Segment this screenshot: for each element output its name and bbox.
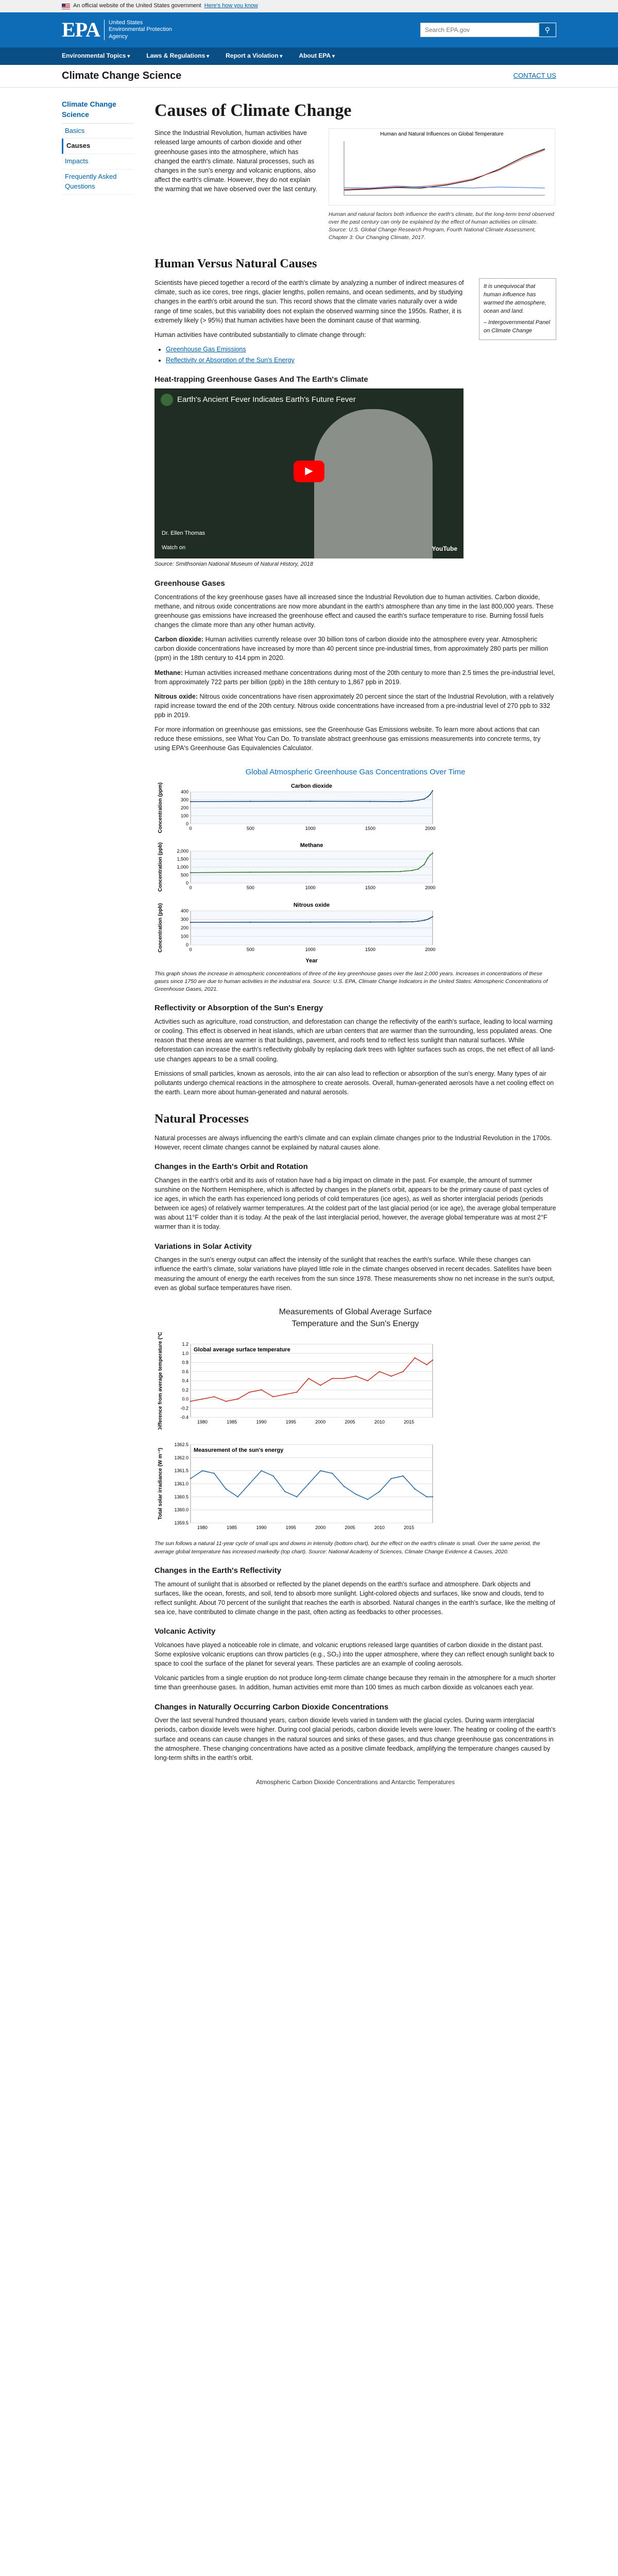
data-point (237, 1496, 238, 1497)
search-form (420, 23, 556, 37)
quote-text: It is unequivocal that human influence has warmed the atmosphere, ocean and land. (484, 283, 546, 314)
search-button[interactable] (539, 23, 556, 37)
gov-banner-link[interactable]: Here's how you know (204, 3, 258, 9)
influences-chart-title: Human and Natural Influences on Global Temperature (380, 131, 504, 138)
y-tick-label: 0.8 (182, 1360, 188, 1365)
x-tick-label: 2005 (345, 1525, 355, 1531)
solar-caption: The sun follows a natural 11-year cycle of small ups and downs in intensity (bottom chart), but the effect on the earth's climate is small. Over the same period, the average global temperature has increased markedly (top chart). Source: National Academy of Sciences, Climate Change Evidence & Causes, 2020. (154, 1540, 540, 1555)
data-point (400, 801, 401, 802)
data-point (272, 1396, 273, 1397)
data-point (214, 1473, 215, 1474)
reflect-paragraph-2: Emissions of small particles, known as aerosols, into the air can also lead to reflection or absorption of the sun's energy. Many types of air pollutants undergo chemical reactions in the atmosphere to create aerosols. Overall, human-generated aerosols have a net cooling effect on the earth. Learn more about human-generated and natural aerosols. (154, 1070, 554, 1096)
y-axis-label: Concentration (ppb) (158, 903, 163, 953)
data-point (424, 920, 425, 921)
x-tick-label: 500 (246, 885, 254, 891)
speaker-thumbnail (314, 409, 433, 558)
x-tick-label: 2005 (345, 1419, 355, 1425)
x-tick-label: 1000 (305, 826, 316, 832)
video-title-bar (161, 394, 356, 406)
data-point (249, 1392, 250, 1393)
ghg-more-paragraph: For more information on greenhouse gas emissions, see the Greenhouse Gas Emissions website. To learn more about actions that can reduce these emissions, see What You Can Do. To translate abstract greenhouse gas emissions measurements into concrete terms, try using EPA's Greenhouse Gas Equivalencies Calculator. (154, 726, 541, 752)
data-point (226, 1488, 227, 1489)
y-tick-label: 300 (180, 797, 188, 803)
data-point (411, 801, 413, 802)
y-tick-label: 0 (185, 880, 188, 886)
data-point (320, 1385, 321, 1386)
data-point (332, 1378, 333, 1379)
data-point (391, 1478, 392, 1479)
natural-paragraph: Natural processes are always influencing the earth's climate and can explain climate changes prior to the Industrial Revolution in the 1700s. However, recent climate changes cannot be explained by natural causes alone. (154, 1134, 552, 1151)
x-tick-label: 2000 (315, 1419, 326, 1425)
data-point (427, 919, 428, 920)
x-tick-label: 1000 (305, 946, 316, 952)
data-point (190, 1401, 191, 1402)
ch4-paragraph (154, 668, 556, 687)
y-tick-label: 100 (180, 813, 188, 819)
data-point (250, 921, 251, 922)
data-point (308, 1483, 309, 1484)
co2-natural-paragraph: Over the last several hundred thousand years, carbon dioxide levels varied in tandem with the glacial cycles. During warm interglacial periods, carbon dioxide levels were higher. During cool glacial periods, carbon dioxide levels were lower. The heating or cooling of the earth's surface and oceans can cause changes in the natural sources and sinks of these gases, and thus change greenhouse gas concentrations in the atmosphere. These changing concentrations have acted as a positive climate feedback, amplifying the temperature changes caused by long-term shifts in the earth's orbit. (154, 1717, 556, 1761)
y-tick-label: 2,000 (177, 849, 188, 854)
y-tick-label: 300 (180, 917, 188, 922)
main-content (154, 96, 556, 1787)
chart-3 (154, 1332, 443, 1430)
x-tick-label: 1985 (227, 1525, 237, 1531)
n2o-label: Nitrous oxide: (154, 692, 198, 700)
y-tick-label: 0 (185, 942, 188, 947)
x-tick-label: 2015 (404, 1419, 415, 1425)
sidebar-item-basics[interactable]: Basics (62, 124, 134, 139)
co2-label: Carbon dioxide: (154, 636, 204, 643)
x-tick-label: 1985 (227, 1419, 237, 1425)
ch4-label: Methane: (154, 669, 183, 676)
heading-reflect: Reflectivity or Absorption of the Sun's Energy (154, 1004, 323, 1013)
data-point (424, 799, 425, 800)
co2-text: Human activities currently release over 30 billion tons of carbon dioxide into the atmosphere every year. Atmospheric carbon dioxide concentrations have increased by more than 40 percent since pre-industrial times, from approximately 280 parts per million (ppm) in the 18th century to 414 ppm in 2020. (154, 636, 548, 662)
heading-orbit: Changes in the Earth's Orbit and Rotation (154, 1162, 308, 1172)
heading-video: Heat-trapping Greenhouse Gases And The Earth's Climate (154, 375, 368, 384)
x-tick-label: 2010 (374, 1419, 385, 1425)
epa-logo[interactable] (62, 15, 172, 45)
x-tick-label: 1980 (197, 1525, 208, 1531)
x-tick-label: 2000 (425, 826, 436, 832)
ipcc-quote (479, 278, 556, 340)
data-point (250, 872, 251, 873)
sidebar-item-impacts[interactable]: Impacts (62, 154, 134, 170)
data-point (430, 917, 431, 918)
link-reflectivity[interactable]: Reflectivity or Absorption of the Sun's Energy (166, 357, 295, 364)
y-tick-label: 400 (180, 789, 188, 795)
site-header (0, 12, 618, 47)
data-point (272, 1476, 273, 1477)
agency-name (104, 20, 172, 40)
human-causes-list (166, 345, 556, 365)
data-point (370, 921, 371, 922)
y-tick-label: -0.4 (180, 1415, 188, 1420)
data-point (432, 916, 433, 917)
us-flag-icon (62, 4, 70, 9)
y-tick-label: 1362.0 (174, 1455, 188, 1461)
y-tick-label: 1359.5 (174, 1520, 188, 1526)
y-tick-label: 1360.5 (174, 1494, 188, 1500)
video-player[interactable] (154, 388, 464, 558)
x-tick-label: 1980 (197, 1419, 208, 1425)
chart-1 (154, 839, 443, 895)
intro-paragraph: Since the Industrial Revolution, human activities have released large amounts of carbon dioxide and other greenhouse gases into the atmosphere, which has changed the earth's climate. Natural processes, such as changes in the sun's energy and volcanic eruptions, also affect the earth's climate. However, they do not explain the warming that we have observed over the last century. (154, 129, 317, 193)
y-tick-label: 1361.5 (174, 1468, 188, 1473)
data-point (400, 871, 401, 872)
section-titlebar (0, 65, 618, 88)
heading-natural: Natural Processes (154, 1112, 249, 1126)
sidebar (62, 96, 134, 1787)
reflectivity-paragraph: The amount of sunlight that is absorbed or reflected by the planet depends on the earth's surface and atmosphere. Dark objects and surfaces, like the ocean, forests, and soil, tend to absorb more sunlight. Light-colored objects and surfaces, like snow and clouds, tend to reflect sunlight. About 70 percent of the sunlight that reaches the earth is absorbed. Natural changes in the earth's surface, like the melting of sea ice, have contributed to climate change in the past, often acting as feedbacks to other processes. (154, 1580, 555, 1616)
data-point (202, 1399, 203, 1400)
gov-banner (0, 0, 618, 12)
y-tick-label: 200 (180, 805, 188, 811)
x-tick-label: 1995 (285, 1419, 296, 1425)
x-tick-label: 500 (246, 826, 254, 832)
solar-chart-title (154, 1306, 556, 1330)
chart-title: Carbon dioxide (290, 783, 333, 790)
y-tick-label: 1361.0 (174, 1481, 188, 1487)
data-point (432, 1496, 433, 1497)
speaker-name: Dr. Ellen Thomas (162, 530, 205, 536)
co2-paragraph (154, 635, 556, 663)
x-tick-label: 1500 (365, 826, 376, 832)
y-tick-label: 1,500 (177, 856, 188, 862)
heading-human-vs-natural: Human Versus Natural Causes (154, 257, 317, 271)
ghg-paragraph: Concentrations of the key greenhouse gases have all increased since the Industrial Revolution due to human activities. Carbon dioxide, methane, and nitrous oxide concentrations are now more abundant in the earth's atmosphere than any time in the last 800,000 years. These greenhouse gas emissions have increased the greenhouse effect and caused the earth's surface temperature to rise. Burning fossil fuels changes the climate more than any other human activity. (154, 593, 554, 629)
data-point (430, 855, 431, 856)
video-source: Source: Smithsonian National Museum of Natural History, 2018 (154, 561, 313, 567)
x-tick-label: 1990 (256, 1419, 267, 1425)
page-title: Causes of Climate Change (154, 101, 352, 120)
y-tick-label: 0.0 (182, 1396, 188, 1402)
nav-about-epa[interactable]: About EPA ▾ (299, 52, 335, 61)
data-point (411, 921, 413, 922)
list-item (166, 345, 556, 354)
nav-report-violation[interactable]: Report a Violation ▾ (226, 52, 282, 61)
heading-reflectivity: Changes in the Earth's Reflectivity (154, 1566, 282, 1575)
y-tick-label: 100 (180, 934, 188, 939)
agency-line-2: Environmental Protection (109, 26, 172, 33)
data-point (418, 869, 419, 870)
play-button[interactable] (294, 461, 324, 482)
section-title: Climate Change Science (62, 70, 182, 81)
data-point (344, 1486, 345, 1487)
youtube-logo[interactable]: YouTube (432, 545, 457, 552)
video-title: Earth's Ancient Fever Indicates Earth's Future Fever (177, 395, 356, 404)
y-tick-label: 500 (180, 872, 188, 878)
data-point (424, 864, 425, 865)
x-axis-label: Year (305, 957, 318, 964)
data-point (250, 801, 251, 802)
watch-on-label: Watch on (162, 545, 186, 551)
search-input[interactable] (420, 23, 539, 37)
data-point (296, 1496, 297, 1497)
data-point (367, 1499, 368, 1500)
search-icon: ⚲ (544, 25, 551, 34)
heading-ghg: Greenhouse Gases (154, 579, 225, 588)
data-point (284, 1394, 285, 1395)
data-point (426, 1496, 427, 1497)
data-point (261, 1389, 262, 1391)
data-point (400, 921, 401, 922)
data-point (402, 1476, 403, 1477)
data-point (190, 801, 191, 802)
data-point (355, 1494, 356, 1495)
data-point (370, 871, 371, 872)
x-tick-label: 2000 (425, 946, 436, 952)
data-point (249, 1483, 250, 1484)
data-point (202, 1470, 203, 1471)
chart-4 (154, 1432, 443, 1535)
data-point (310, 872, 311, 873)
data-point (391, 1376, 392, 1377)
data-point (237, 1399, 238, 1400)
data-point (430, 794, 431, 795)
y-axis-label: Concentration (ppm) (158, 783, 163, 834)
nav-environmental-topics[interactable]: Environmental Topics ▾ (62, 52, 130, 61)
solar-paragraph: Changes in the sun's energy output can affect the intensity of the sunlight that reaches the earth's surface. While these changes can influence the earth's climate, solar variations have played little role in the climate changes observed in recent decades. Satellites have been measuring the amount of energy the earth receives from the sun since 1978. These measurements show no net increase in the sun's output, even as global surface temperatures have risen. (154, 1256, 555, 1292)
n2o-text: Nitrous oxide concentrations have risen approximately 20 percent since the start of the Industrial Revolution, with a relatively rapid increase toward the end of the 20th century. Nitrous oxide concentrations have increased from a pre-industrial level of 270 ppb to 332 ppb in 2019. (154, 692, 554, 719)
data-point (427, 796, 428, 798)
data-point (308, 1378, 309, 1379)
data-point (432, 1360, 433, 1361)
x-tick-label: 1500 (365, 946, 376, 952)
y-tick-label: 0.2 (182, 1387, 188, 1393)
solar-chart-title-line2: Temperature and the Sun's Energy (291, 1319, 419, 1329)
sidebar-item-faq[interactable]: Frequently Asked Questions (62, 170, 134, 195)
n2o-paragraph (154, 692, 556, 720)
y-axis-label: Concentration (ppb) (158, 842, 163, 892)
y-tick-label: 0.4 (182, 1378, 188, 1384)
link-ghg-emissions[interactable]: Greenhouse Gas Emissions (166, 345, 246, 353)
data-point (370, 801, 371, 802)
sidebar-heading[interactable]: Climate Change Science (62, 96, 134, 124)
data-point (367, 1380, 368, 1381)
influences-caption: Human and natural factors both influence the earth's climate, but the long-term trend observed over the past century can only be explained by the effect of human activities on climate. Source: U.S. Global Change Research Program, Fourth National Climate Assessment, Chapter 3: Our Changing Climate, 2017. (329, 211, 555, 241)
x-tick-label: 1995 (285, 1525, 296, 1531)
data-point (261, 1470, 262, 1471)
data-point (427, 858, 428, 859)
data-point (310, 921, 311, 922)
y-tick-label: -0.2 (180, 1405, 188, 1411)
data-point (344, 1378, 345, 1379)
y-tick-label: 400 (180, 908, 188, 913)
data-point (402, 1371, 403, 1372)
human-list-intro: Human activities have contributed substantially to climate change through: (154, 331, 366, 338)
data-point (379, 1371, 380, 1372)
y-axis-label: Difference from average temperature (°C) (158, 1332, 163, 1430)
data-point (418, 920, 419, 921)
data-point (320, 1470, 321, 1471)
chart-title: Measurement of the sun's energy (194, 1447, 284, 1454)
channel-avatar-icon (161, 394, 173, 406)
data-point (190, 922, 191, 923)
y-axis-label: Total solar irradiance (W m⁻²) (158, 1448, 163, 1520)
bottom-chart-title: Atmospheric Carbon Dioxide Concentrations and Antarctic Temperatures (256, 1778, 455, 1786)
data-point (432, 853, 433, 854)
x-tick-label: 0 (189, 946, 192, 952)
data-point (414, 1488, 415, 1489)
x-tick-label: 1500 (365, 885, 376, 891)
volcanic-paragraph-1: Volcanoes have played a noticeable role in climate, and volcanic eruptions released large quantities of carbon dioxide in the distant past. Some explosive volcanic eruptions can throw particles (e.g., SO₂) into the upper atmosphere, where they can reflect enough sunlight back to space to cool the surface of the planet for several years. These particles are an example of cooling aerosols. (154, 1641, 555, 1668)
data-point (190, 872, 191, 873)
heading-co2-natural: Changes in Naturally Occurring Carbon Dioxide Concentrations (154, 1702, 389, 1711)
y-tick-label: 1360.0 (174, 1507, 188, 1513)
data-point (355, 1376, 356, 1377)
data-point (284, 1491, 285, 1492)
heading-volcanic: Volcanic Activity (154, 1627, 216, 1636)
data-point (414, 1358, 415, 1359)
chart-title: Methane (300, 842, 323, 849)
agency-line-3: Agency (109, 33, 128, 40)
ghg-chart-title: Global Atmospheric Greenhouse Gas Concentrations Over Time (245, 767, 466, 776)
x-tick-label: 1000 (305, 885, 316, 891)
ghg-caption: This graph shows the increase in atmospheric concentrations of three of the key greenhouse gases over the last 2,000 years. Increases in concentrations of these gases since 1750 are due to human activities in the industrial era. Source: U.S. EPA, Climate Change Indicators in the United States: Atmospheric Concentrations of Greenhouse Gases, 2021. (154, 970, 548, 993)
orbit-paragraph: Changes in the earth's orbit and its axis of rotation have had a big impact on climate in the past. For example, the amount of summer sunshine on the Northern Hemisphere, which is affected by changes in the planet's orbit, appears to be the primary cause of past cycles of ice ages, in which the earth has experienced long periods of cold temperatures (ice ages), as well as shorter interglacial periods (periods between ice ages) of relatively warmer temperatures. At the coldest part of the last glacial period (or ice age), the average global temperature was about 11°F colder than it is today. At the peak of the last interglacial period, however, the average global temperature was at most 2°F warmer than it is today. (154, 1176, 556, 1231)
influences-chart (329, 128, 555, 206)
y-tick-label: 1.0 (182, 1350, 188, 1356)
chart-0 (154, 779, 443, 836)
chart-title: Nitrous oxide (293, 902, 330, 908)
agency-line-1: United States (109, 20, 143, 26)
x-tick-label: 2010 (374, 1525, 385, 1531)
data-point (432, 790, 433, 791)
quote-source: – Intergovernmental Panel on Climate Change (484, 319, 551, 334)
solar-chart-title-line1: Measurements of Global Average Surface (279, 1307, 432, 1316)
y-tick-label: 1.2 (182, 1342, 188, 1347)
y-tick-label: 200 (180, 925, 188, 930)
y-tick-label: 1362.5 (174, 1442, 188, 1448)
x-tick-label: 2000 (315, 1525, 326, 1531)
play-icon: ▶ (305, 465, 313, 477)
x-tick-label: 2000 (425, 885, 436, 891)
gov-banner-text: An official website of the United States government (73, 3, 201, 9)
sidebar-item-causes[interactable]: Causes (62, 139, 134, 154)
main-nav (0, 47, 618, 65)
data-point (296, 1392, 297, 1393)
contact-us-link[interactable]: CONTACT US (513, 72, 556, 80)
x-tick-label: 500 (246, 946, 254, 952)
data-point (214, 1396, 215, 1397)
nav-laws-regulations[interactable]: Laws & Regulations ▾ (146, 52, 209, 61)
human-paragraph: Scientists have pieced together a record of the earth's climate by analyzing a number of indirect measures of climate, such as ice cores, tree rings, glacier lengths, pollen remains, and ocean sediments, and by studying changes in the earth's orbit around the sun. This record shows that the climate varies naturally over a wide range of time scales, but this variability does not explain the observed warming since the 1950s. Rather, it is extremely likely (> 95%) that human activities have been the dominant cause of that warming. (154, 279, 464, 324)
data-point (226, 1401, 227, 1402)
solar-charts (154, 1332, 556, 1538)
y-tick-label: 0.6 (182, 1369, 188, 1375)
list-item (166, 355, 556, 365)
influences-figure (329, 128, 555, 242)
heading-solar: Variations in Solar Activity (154, 1242, 252, 1251)
x-tick-label: 0 (189, 885, 192, 891)
ghg-charts (154, 779, 556, 968)
data-point (310, 801, 311, 802)
data-point (418, 800, 419, 801)
chart-title: Global average surface temperature (194, 1347, 290, 1353)
y-tick-label: 0 (185, 821, 188, 827)
data-point (332, 1473, 333, 1474)
data-point (190, 1478, 191, 1479)
chart-2 (154, 899, 443, 965)
y-tick-label: 1,000 (177, 865, 188, 870)
data-point (426, 1364, 427, 1365)
x-tick-label: 2015 (404, 1525, 415, 1531)
epa-logo-mark: EPA (62, 18, 100, 41)
ch4-text: Human activities increased methane concentrations during most of the 20th century to more than 2.5 times the pre-industrial level, from approximately 722 parts per billion (ppb) in the 18th century to 1,867 ppb in 2019. (154, 669, 555, 686)
x-tick-label: 1990 (256, 1525, 267, 1531)
data-point (379, 1491, 380, 1492)
volcanic-paragraph-2: Volcanic particles from a single eruption do not produce long-term climate change because they remain in the atmosphere for a much shorter time than greenhouse gases. In addition, human activities emit more than 100 times as much carbon dioxide as volcanoes each year. (154, 1674, 556, 1691)
x-tick-label: 0 (189, 826, 192, 832)
reflect-paragraph-1: Activities such as agriculture, road construction, and deforestation can change the reflectivity of the earth's surface, leading to local warming or cooling. This effect is observed in heat islands, which are urban centers that are warmer than the surrounding, less populated areas. One reason that these areas are warmer is that buildings, pavement, and roofs tend to reflect less sunlight than natural surfaces. While deforestation can increase the earth's reflectivity globally by replacing dark trees with lighter surfaces such as crops, the net effect of all land-use changes appears to be a small cooling. (154, 1018, 555, 1063)
data-point (411, 870, 413, 871)
